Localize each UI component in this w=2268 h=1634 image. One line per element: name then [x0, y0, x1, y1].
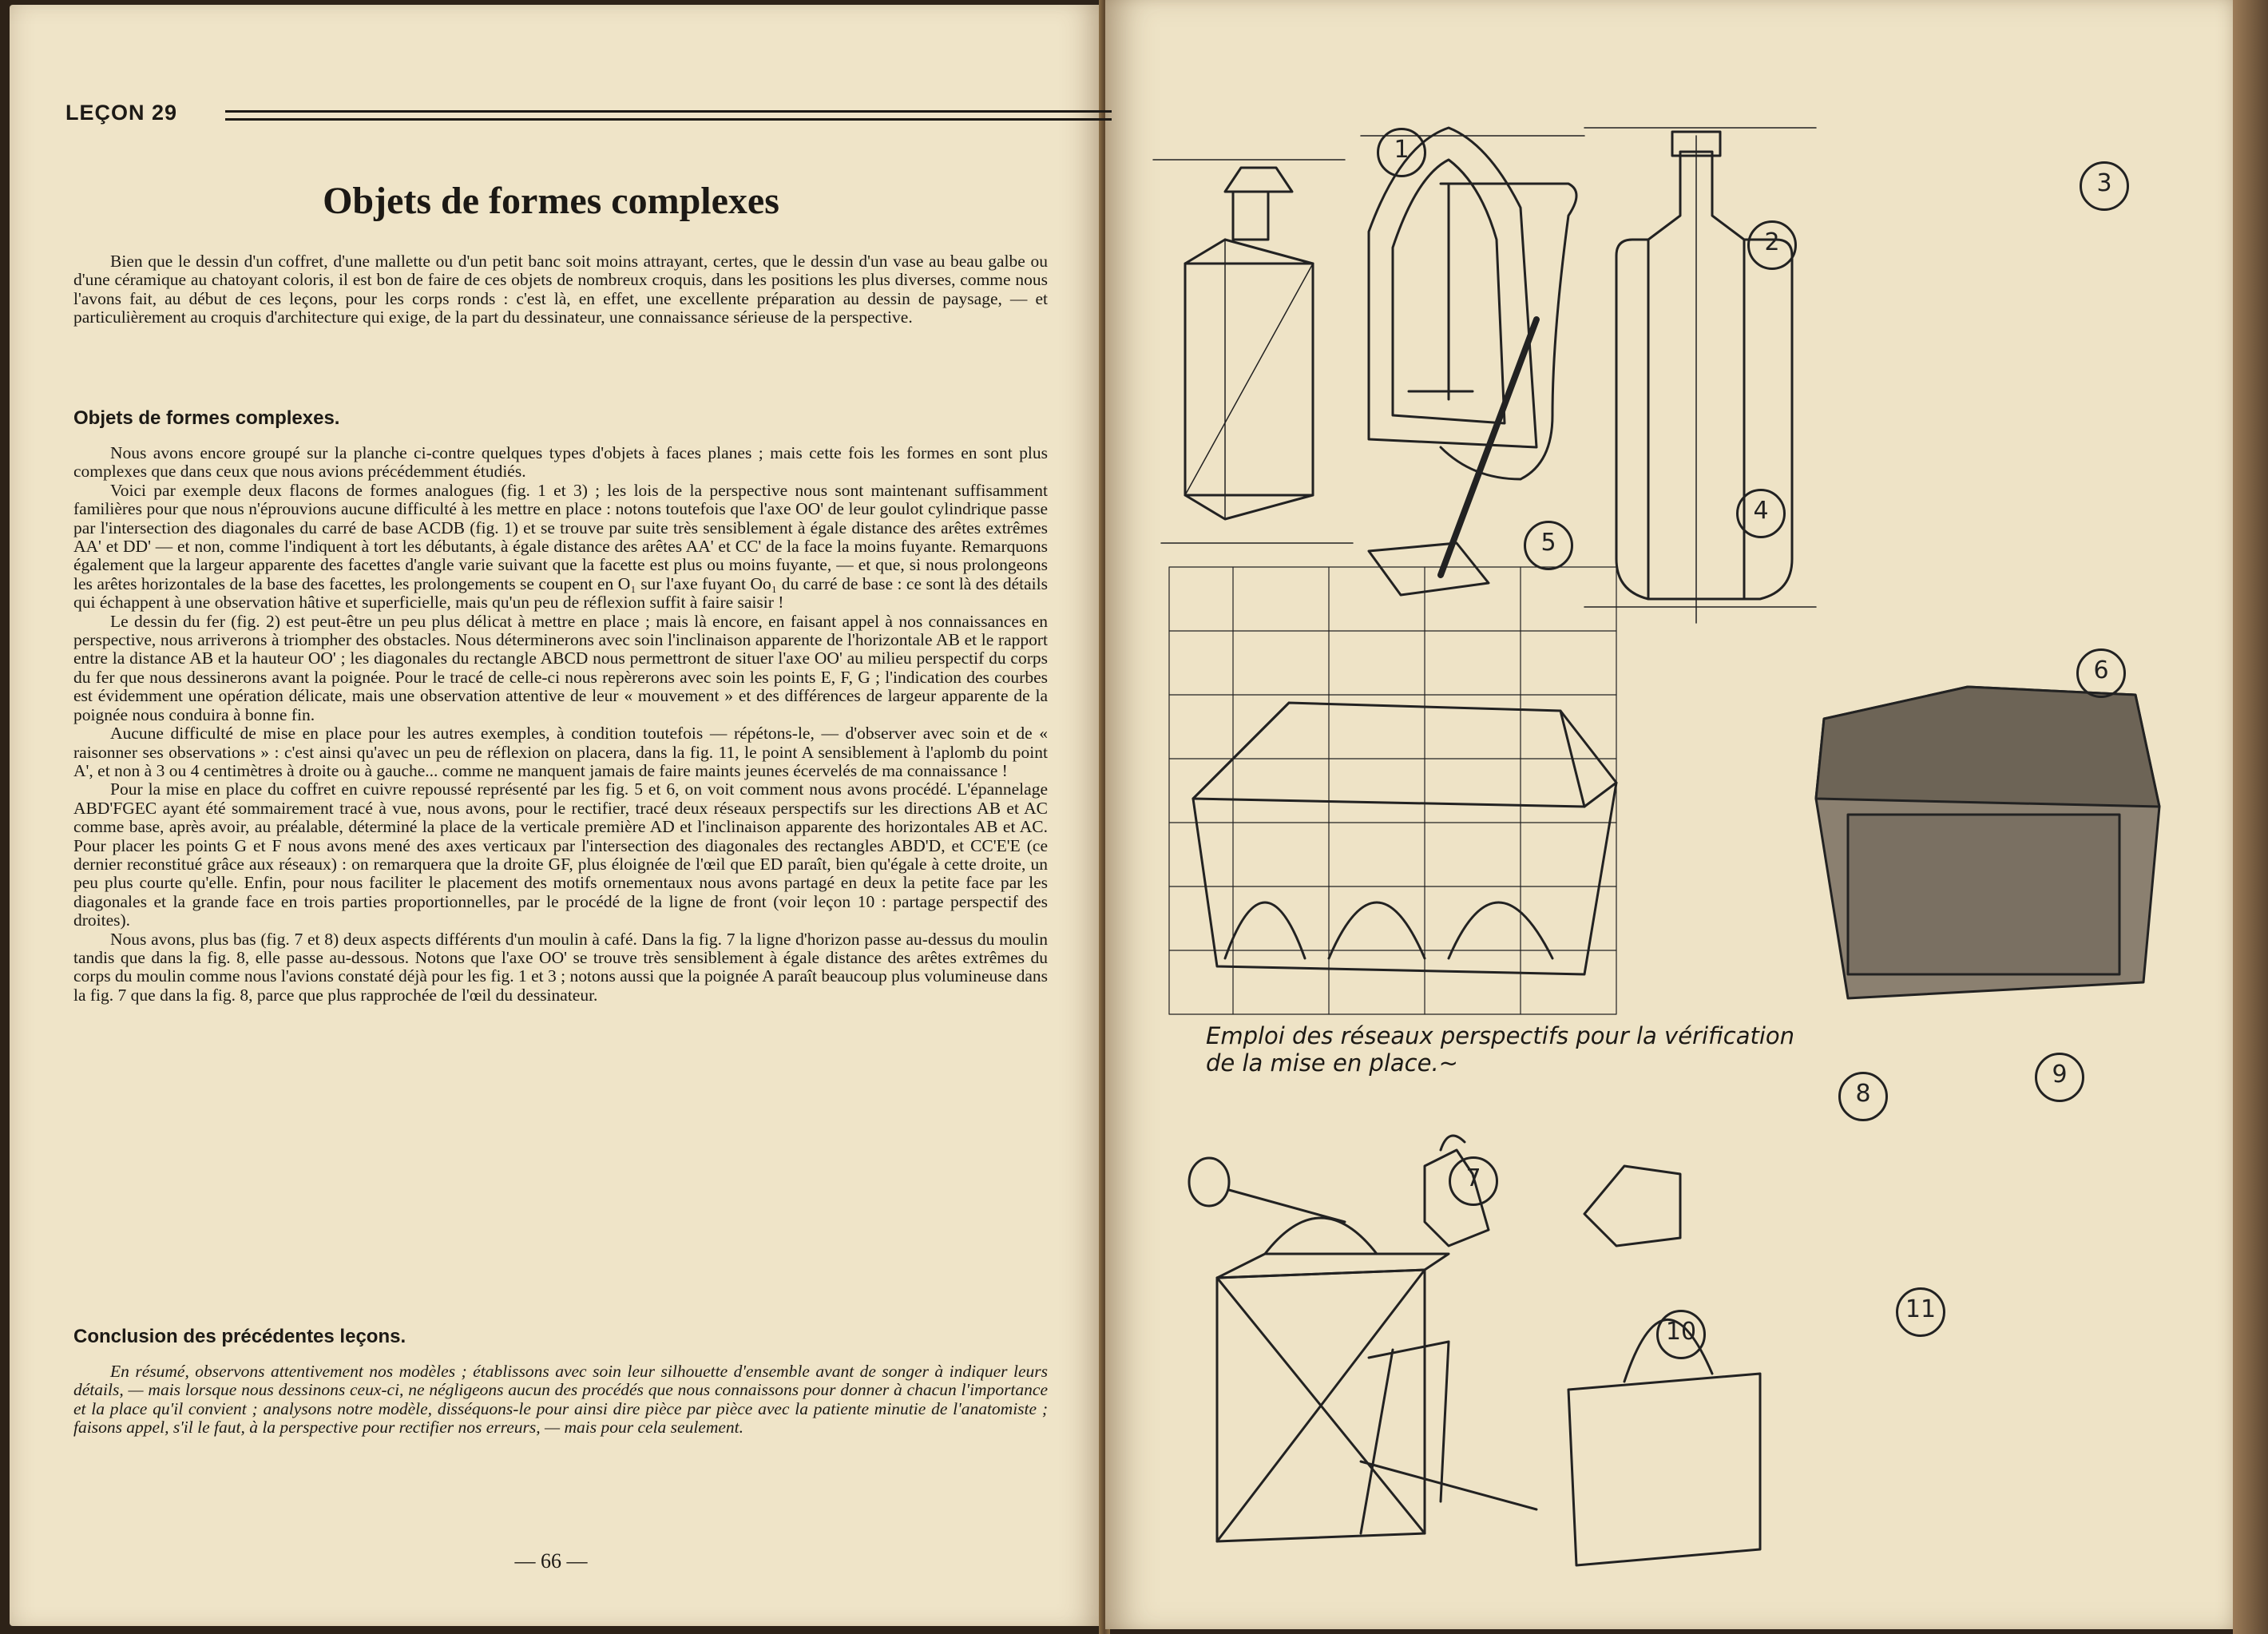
bottle-drawing-fig1 — [1153, 160, 1353, 543]
intro-text: Bien que le dessin d'un coffret, d'une mallette ou d'un petit banc soit moins attrayant, certes, que le dessin d'un vase au beau galbe ou d'une céramique au chatoyant coloris, il est bon de faire de ces objets de nombreux croquis, dans les positions les plus diverses, comme nous l'avons fait, au début de ces leçons, pour les corps ronds : c'est là, en effet, une excellente préparation au dessin de paysage, — et particulièrement au croquis d'architecture qui exige, de la part du dessinateur, une connaissance sérieuse de la perspective. — [73, 252, 1048, 327]
illustration-plate — [1105, 0, 2233, 1629]
body-paragraph: Nous avons encore groupé sur la planche ci-contre quelques types d'objets à faces planes ; mais cette fois les formes en sont plus complexes que dans ceux que nous avions précédemment étudiés. — [73, 443, 1048, 482]
conclusion-paragraph: En résumé, observons attentivement nos modèles ; établissons avec soin leur silhouette d'ensemble avant de songer à indiquer leurs détails, — mais lorsque nous dessinons ceux-ci, ne négligeons aucun des procédés que nous connaissons pour donner à chacun l'importance et la place qu'il convient ; analysons notre modèle, disséquons-le pour ainsi dire pièce par pièce avec la patiente minutie de l'anatomiste ; faisons appel, s'il le faut, à la perspective pour rectifier nos erreurs, — mais pour cela seulement. — [73, 1362, 1048, 1438]
bottle-drawing-fig3 — [1584, 128, 1816, 623]
caption-line: de la mise en place.~ — [1206, 1049, 1458, 1077]
drawing-fig9 — [1584, 1166, 1680, 1246]
fig-number-6: 6 — [2076, 648, 2126, 698]
section2-heading: Conclusion des précédentes leçons. — [73, 1326, 406, 1347]
book-cover-edge — [2233, 0, 2268, 1634]
header-rule — [225, 118, 1112, 121]
body-paragraph: Aucune difficulté de mise en place pour les autres exemples, à condition toutefois — répétons-le, — d'observer avec soin et de « raisonner ses observations » : c'est ainsi qu'avec un peu de réflexion on placera, dans la fig. 11, le point A sensiblement à l'aplomb du point A', et non à 3 ou 4 centimètres à droite ou à gauche... comme ne manquent jamais de faire maints jeunes écervelés de ma connaissance ! — [73, 724, 1048, 780]
ornate-chest-drawing-fig6 — [1816, 687, 2159, 998]
frame-drawing-fig10 — [1361, 1342, 1536, 1533]
body-paragraph: Le dessin du fer (fig. 2) est peut-être un peu plus délicat à mettre en place ; mais là encore, en faisant appel à nos connaissances en perspective, nous arriverons à triompher des obstacles. Nous déterminerons avec soin l'inclinaison apparente de l'horizontale AB et le rapport entre la distance AB et la hauteur OO' ; les diagonales du rectangle ABCD nous permettront de situer l'axe OO' au milieu perspectif du corps du fer que nous dessinerons avant la poignée. Pour le tracé de celle-ci nous repèrerons avec soin les points E, F, G ; l'indication des courbes est évidemment une opération délicate, mais une observation attentive de leur « mouvement » et des différences de largeur apparente de la poignée nous conduira à bonne fin. — [73, 611, 1048, 724]
page-number: — 66 — — [514, 1549, 588, 1573]
lesson-header — [65, 101, 1048, 133]
fig-number-7: 7 — [1449, 1156, 1498, 1206]
fig-number-2: 2 — [1747, 220, 1797, 270]
figure-caption — [1206, 1022, 1794, 1077]
section2-body — [73, 1362, 1048, 1438]
page-title: Objets de formes complexes — [323, 180, 779, 222]
fig-number-10: 10 — [1656, 1310, 1706, 1359]
header-rule — [225, 110, 1112, 113]
fig-number-1: 1 — [1377, 128, 1426, 177]
caption-line: Emploi des réseaux perspectifs pour la vérification — [1206, 1022, 1795, 1049]
fig-number-8: 8 — [1838, 1072, 1888, 1121]
lesson-label: LEÇON 29 — [65, 101, 178, 125]
section1-heading: Objets de formes complexes. — [73, 407, 340, 429]
shelf-drawing-fig11 — [1568, 1319, 1760, 1565]
fig-number-9: 9 — [2035, 1053, 2084, 1102]
chest-grid-drawing-fig5 — [1169, 567, 1616, 1014]
body-paragraph: Pour la mise en place du coffret en cuivre repoussé représenté par les fig. 5 et 6, on voit comment nous avons procédé. L'épannelage ABD'FGEC ayant été sommairement tracé à vue, nous avons, pour le rectifier, tracé deux réseaux perspectifs sur les directions AB et AC comme base, après avoir, au préalable, déterminé la place de la verticale première AD et l'inclinaison apparente des horizontales AB et AC. Pour placer les points G et F nous avons mené des axes verticaux par l'intersection des diagonales des rectangles ABD'D, et CC'E'E (ce dernier reconstitué grâce aux réseaux) : on remarquera que la droite GF, plus éloignée de l'œil que ED paraît, bien qu'égale à cette droite, un peu plus courte qu'elle. Enfin, pour nous faciliter le placement des motifs ornementaux nous avons partagé en deux la petite face par les diagonales et la grande face en trois parties proportionnelles, par le procédé de la ligne de front (voir leçon 10 : partage perspectif des droites). — [73, 779, 1048, 930]
fig-number-4: 4 — [1736, 489, 1786, 538]
fig-number-11: 11 — [1896, 1287, 1945, 1337]
body-paragraph: Nous avons, plus bas (fig. 7 et 8) deux aspects différents d'un moulin à café. Dans la fig. 7 la ligne d'horizon passe au-dessus du moulin tandis que dans la fig. 8, elle passe au-dessous. Notons que l'axe OO' se trouve très sensiblement à égale distance des arêtes extrêmes du corps du moulin comme nous l'avions constaté déjà pour les fig. 1 et 3 ; notons aussi que la poignée A paraît beaucoup plus volumineuse dans la fig. 7 que dans la fig. 8, parce que plus rapprochée de l'œil du dessinateur. — [73, 929, 1048, 1005]
fig-number-3: 3 — [2080, 161, 2129, 211]
section1-body — [73, 444, 1048, 1005]
fig-number-5: 5 — [1524, 521, 1573, 570]
intro-paragraph — [73, 252, 1048, 327]
iron-drawing-fig2 — [1361, 128, 1584, 479]
body-paragraph: Voici par exemple deux flacons de formes analogues (fig. 1 et 3) ; les lois de la perspective nous sont maintenant suffisamment familières pour que nous n'éprouvions aucune difficulté à les mettre en place : notons toutefois que l'axe OO' de leur goulot cylindrique passe par l'intersection des diagonales du carré de base ACDB (fig. 1) et se trouve par suite très sensiblement à égale distance des arêtes extrêmes AA' et DD' — et non, comme l'indiquent à tort les débutants, à égale distance des arêtes AA' et CC' de la face la moins fuyante. Remarquons également que la largeur apparente des facettes d'angle varie suivant que la facette est plus ou moins fuyante, — et que, si nous prolongeons les arêtes horizontales de la base des facettes, les prolongements se coupent en O₁ sur l'axe fuyant Oo₁ du carré de base : ce sont là des détails qui échappent à une observation hâtive et superficielle, mais qu'un peu de réflexion suffit à faire saisir ! — [73, 480, 1048, 613]
